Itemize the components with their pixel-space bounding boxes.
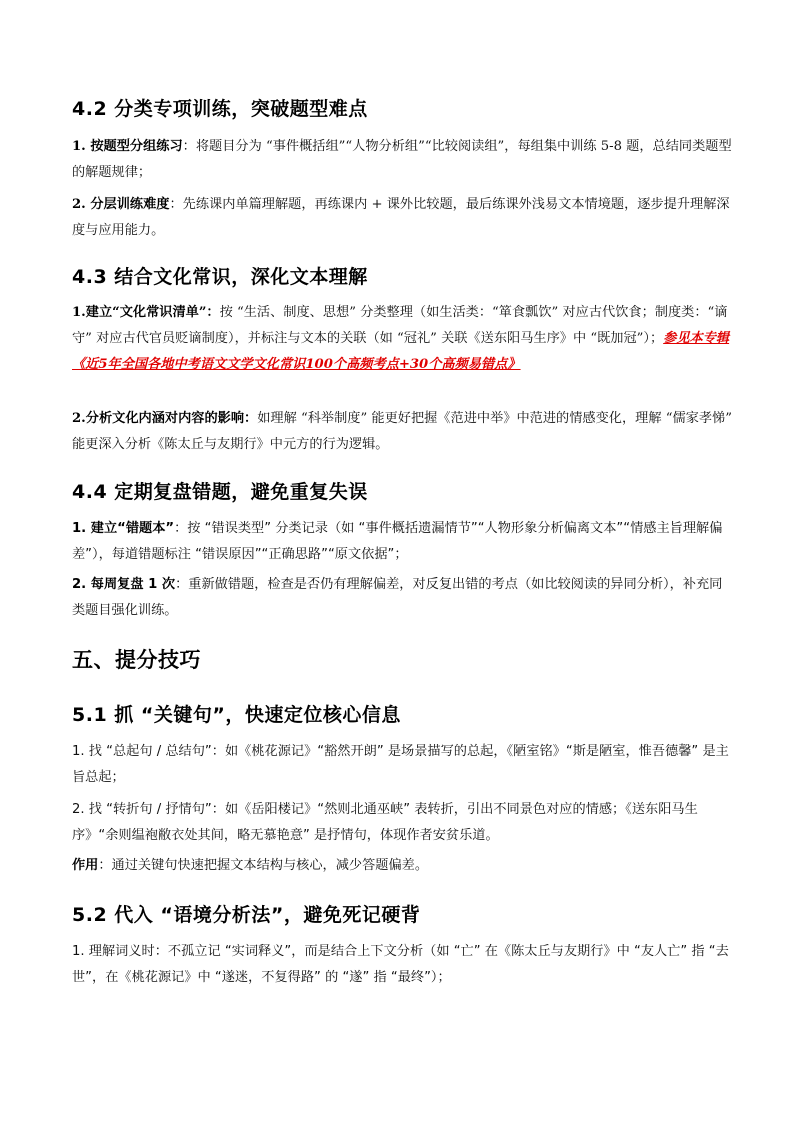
section-4-2-para-1	[72, 134, 732, 186]
section-5-1-para-3-text: ：通过关键句快速把握文本结构与核心，减少答题偏差。	[98, 858, 429, 873]
section-5-2-para-1: 1. 理解词义时：不孤立记 “实词释义”，而是结合上下文分析（如 “亡” 在《陈太丘与友期行》中 “友人亡” 指 “去世”，在《桃花源记》中 “遂迷，不复得路” 的 “遂” 指 “最终”）；	[72, 944, 729, 985]
section-5-1-para-1: 1. 找 “总起句 / 总结句”：如《桃花源记》“豁然开朗” 是场景描写的总起，《陋室铭》“斯是陋室，惟吾德馨” 是主旨总起；	[72, 744, 729, 785]
album-reference-link[interactable]: 参见本专辑《近5年全国各地中考语文文学文化常识100个高频考点+30个高频易错点》	[72, 331, 730, 372]
section-4-2-para-1-label: 1. 按题型分组练习	[72, 139, 183, 154]
section-5-1-heading: 5.1 抓 “关键句”，快速定位核心信息	[72, 704, 401, 726]
section-4-2-para-2-text: ：先练课内单篇理解题，再练课内 + 课外比较题，最后练课外浅易文本情境题，逐步提升理解深度与应用能力。	[72, 197, 730, 238]
section-4-3-heading: 4.3 结合文化常识，深化文本理解	[72, 266, 368, 288]
section-4-4-para-2-text: ：重新做错题，检查是否仍有理解偏差，对反复出错的考点（如比较阅读的异同分析），补充同类题目强化训练。	[72, 577, 723, 618]
section-5-1-para-3	[72, 853, 732, 879]
section-4-3-para-1	[72, 300, 732, 378]
section-4-2-para-2	[72, 192, 732, 244]
section-4-4-heading: 4.4 定期复盘错题，避免重复失误	[72, 481, 368, 503]
section-4-3-para-2-label: 2.分析文化内涵对内容的影响：	[72, 411, 258, 426]
section-5-1-para-2: 2. 找 “转折句 / 抒情句”：如《岳阳楼记》“然则北通巫峡” 表转折，引出不同景色对应的情感；《送东阳马生序》“余则缊袍敝衣处其间，略无慕艳意” 是抒情句，体现作者安贫乐道。	[72, 802, 698, 843]
section-5-1-para-3-label: 作用	[72, 858, 99, 873]
section-4-4-para-1-text: ：按 “错误类型” 分类记录（如 “事件概括遗漏情节”“人物形象分析偏离文本”“情感主旨理解偏差”），每道错题标注 “错误原因”“正确思路”“原文依据”；	[72, 521, 723, 562]
section-4-4-para-1-label: 1. 建立“错题本”	[72, 521, 175, 536]
section-4-2-para-1-text: ：将题目分为 “事件概括组”“人物分析组”“比较阅读组”，每组集中训练 5-8 题，总结同类题型的解题规律；	[72, 139, 732, 180]
section-4-3-para-1-text: 按 “生活、制度、思想” 分类整理（如生活类：“箪食瓢饮” 对应古代饮食；制度类：“谪守” 对应古代官员贬谪制度），并标注与文本的关联（如 “冠礼” 关联《送东阳马生序》中 “既加冠”）；	[72, 305, 728, 346]
chapter-5-heading: 五、提分技巧	[72, 648, 201, 672]
section-4-3-para-2	[72, 406, 732, 458]
section-4-3-para-2-text: 如理解 “科举制度” 能更好把握《范进中举》中范进的情感变化，理解 “儒家孝悌” 能更深入分析《陈太丘与友期行》中元方的行为逻辑。	[72, 411, 732, 452]
section-4-3-para-1-label: 1.建立“文化常识清单”：	[72, 305, 220, 320]
section-4-4-para-2	[72, 572, 732, 624]
section-5-2-heading: 5.2 代入 “语境分析法”，避免死记硬背	[72, 904, 421, 926]
section-4-4-para-2-label: 2. 每周复盘 1 次	[72, 577, 176, 592]
section-4-2-para-2-label: 2. 分层训练难度	[72, 197, 170, 212]
section-4-4-para-1	[72, 516, 732, 568]
section-4-2-heading: 4.2 分类专项训练，突破题型难点	[72, 98, 368, 120]
